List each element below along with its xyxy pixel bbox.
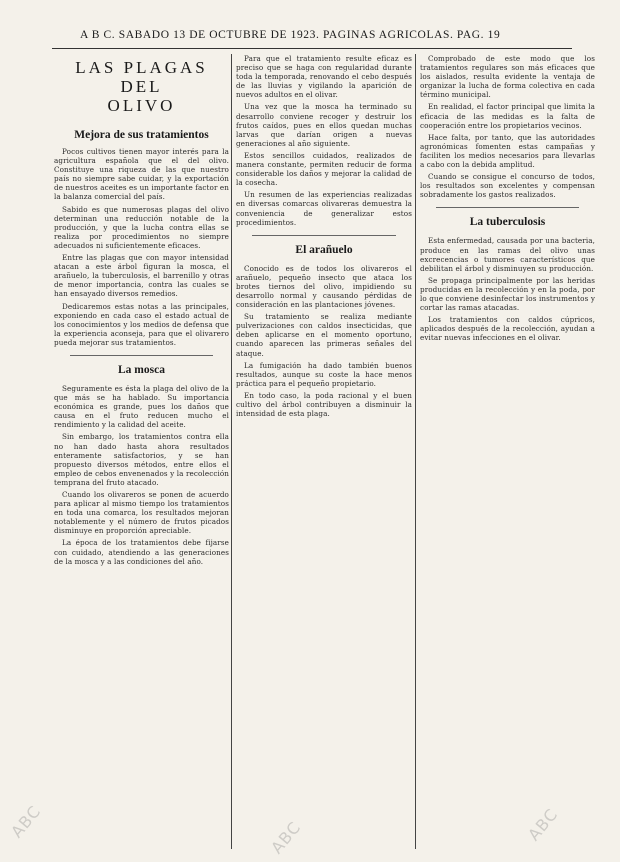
paragraph: Se propaga principalmente por las heridas producidas en la recolección y en la poda, por lo que conviene desinfectar los instrumentos y cortar las ramas atacadas. [420,275,595,313]
article-title-line1: LAS PLAGAS DEL [75,58,208,96]
watermark-abc: ABC [267,817,305,858]
header-rule [52,48,572,49]
paragraph: Hace falta, por tanto, que las autoridades agronómicas fomenten estas campañas y faciliten los medios necesarios para llevarlas a cabo con la debida amplitud. [420,132,595,170]
paragraph: Seguramente es ésta la plaga del olivo de la que más se ha hablado. Su importancia económica es grande, pues los daños que causa en el fruto reducen mucho el rendimiento y la calidad del aceite. [54,383,229,430]
paragraph: Esta enfermedad, causada por una bacteria, produce en las ramas del olivo unas excrecencias o tumores característicos que debilitan el árbol y disminuyen su producción. [420,236,595,273]
watermark-abc: ABC [524,804,562,845]
paragraph: En realidad, el factor principal que limita la eficacia de las medidas es la falta de cooperación entre los propietarios vecinos. [420,102,595,130]
paragraph: Los tratamientos con caldos cúpricos, aplicados después de la recolección, ayudan a evitar nuevas infecciones en el olivar. [420,315,595,343]
paragraph: Cuando se consigue el concurso de todos, los resultados son excelentes y compensan sobradamente los gastos realizados. [420,172,595,200]
paragraph: La fumigación ha dado también buenos resultados, aunque su coste la hace menos práctica para el pequeño propietario. [236,360,412,388]
column-divider-1 [231,54,232,849]
section-heading-treatments: Mejora de sus tratamientos [74,129,209,141]
article-title-line2: OLIVO [107,96,176,115]
paragraph: En todo caso, la poda racional y el buen cultivo del árbol contribuyen a disminuir la intensidad de esta plaga. [236,390,412,419]
paragraph: Una vez que la mosca ha terminado su desarrollo conviene recoger y destruir los frutos caídos, pues en ellos quedan muchas larvas que darían origen a nuevas generaciones al año siguiente. [236,102,412,148]
column-1 [54,54,229,849]
section-rule [436,207,579,208]
watermark-abc: ABC [7,801,45,842]
paragraph: Entre las plagas que con mayor intensidad atacan a este árbol figuran la mosca, el arañuelo, la tuberculosis, el barrenillo y otras de menor importancia, contra las cuales se han ensayado diversos remedios. [54,253,229,299]
paragraph: Pocos cultivos tienen mayor interés para la agricultura española que el del olivo. Constituye una riqueza de las que nuestro país no siempre sabe cuidar, y la exportación de nuestros aceites es un importante factor en la balanza comercial del país. [54,147,229,202]
section-heading-tuberculosis: La tuberculosis [469,216,546,229]
paragraph: Estos sencillos cuidados, realizados de manera constante, permiten reducir de forma considerable los daños y mejorar la calidad de la cosecha. [236,150,412,188]
section-heading-aranuelo: El arañuelo [295,243,353,256]
page-header: A B C. SABADO 13 DE OCTUBRE DE 1923. PAGINAS AGRICOLAS. PAG. 19 [80,29,501,41]
paragraph: Sin embargo, los tratamientos contra ella no han dado hasta ahora resultados enteramente satisfactorios, y se han propuesto diversos métodos, entre ellos el empleo de cebos envenenados y la recolección temprana del fruto atacado. [54,432,229,487]
section-rule [70,355,213,356]
column-2 [236,54,412,849]
column-divider-2 [415,54,416,849]
paragraph: Conocido es de todos los olivareros el arañuelo, pequeño insecto que ataca los brotes tiernos del olivo, impidiendo su desarrollo normal y causando pérdidas de consideración en las plantaciones jóvenes. [236,263,412,310]
paragraph: Sabido es que numerosas plagas del olivo determinan una reducción notable de la producción, y que la lucha contra ellas se realiza por procedimientos no siempre adecuados ni suficientemente eficaces. [54,204,229,250]
paragraph: Su tratamiento se realiza mediante pulverizaciones con caldos insecticidas, que deben aplicarse en el momento oportuno, cuando aparecen las primeras señales del ataque. [236,312,412,358]
section-rule [252,235,396,236]
paragraph: Un resumen de las experiencias realizadas en diversas comarcas olivareras demuestra la conveniencia de generalizar estos procedimientos. [236,190,412,227]
paragraph: Dedicaremos estas notas a las principales, exponiendo en cada caso el estado actual de los conocimientos y los medios de defensa que la experiencia aconseja, para que el olivarero pueda mejorar sus tratamientos. [54,301,229,347]
paragraph: La época de los tratamientos debe fijarse con cuidado, atendiendo a las generaciones de la mosca y a las condiciones del año. [54,538,229,566]
paragraph: Para que el tratamiento resulte eficaz es preciso que se haga con regularidad durante toda la temporada, renovando el cebo después de las lluvias y vigilando la aparición de nuevos adultos en el olivar. [236,54,412,100]
column-3 [420,54,595,849]
paragraph: Cuando los olivareros se ponen de acuerdo para aplicar al mismo tiempo los tratamientos en toda una comarca, los resultados mejoran notablemente y el número de frutos picados disminuye en proporción apreciable. [54,490,229,536]
paragraph: Comprobado de este modo que los tratamientos regulares son más eficaces que los aislados, resulta evidente la ventaja de organizar la lucha de forma colectiva en cada término municipal. [420,54,595,100]
article-title [54,58,229,115]
section-heading-mosca: La mosca [118,363,165,376]
